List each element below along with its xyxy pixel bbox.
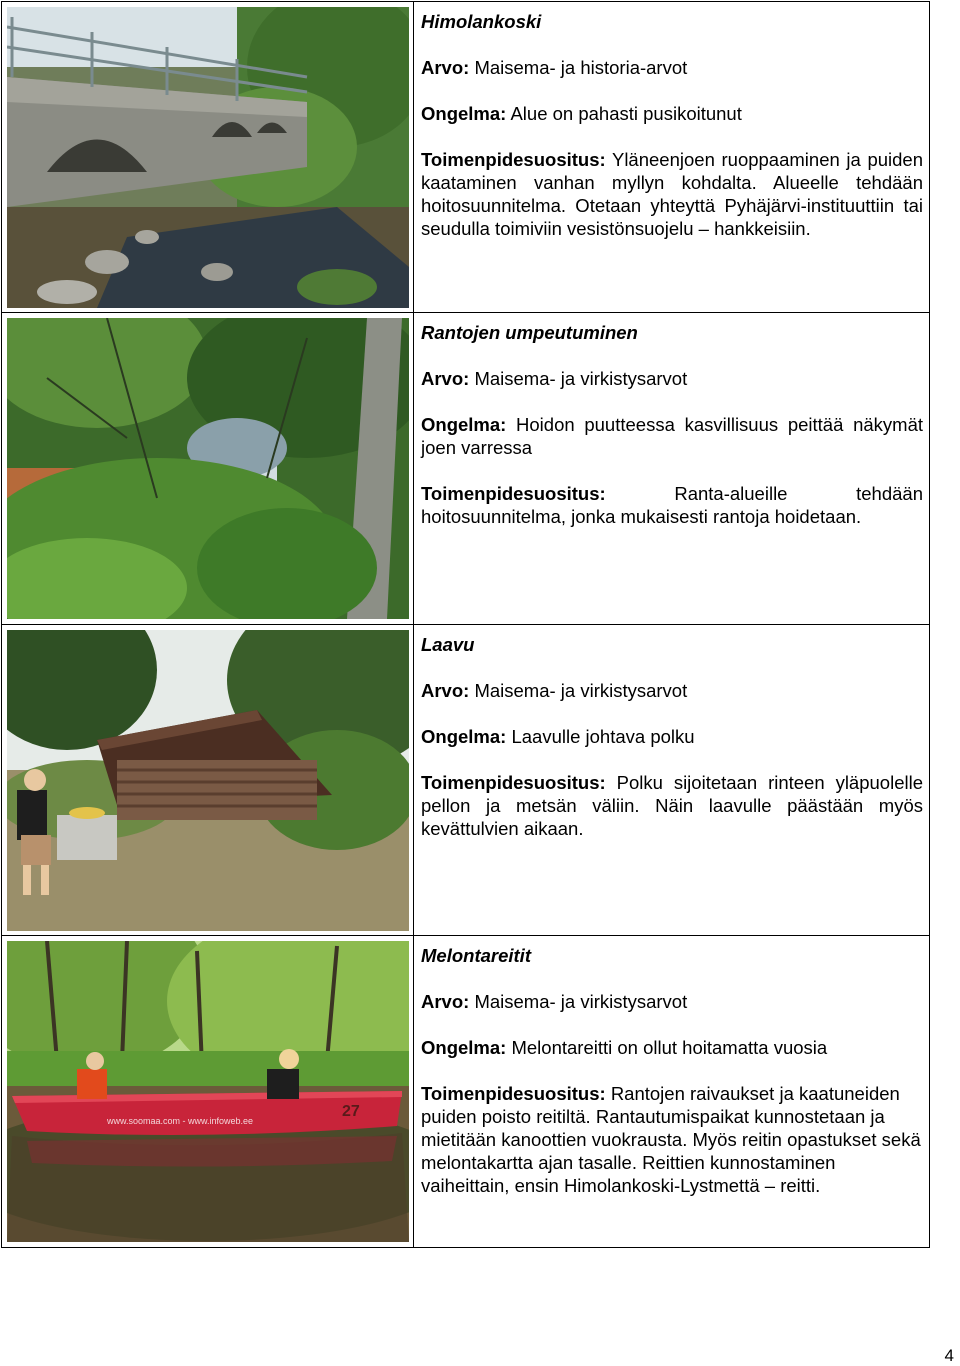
value-line <box>421 56 923 79</box>
canoe-number-text: 27 <box>342 1103 360 1120</box>
text-cell <box>414 625 930 936</box>
recommendation-line <box>421 771 923 840</box>
value-line <box>421 367 923 390</box>
problem-text: Melontareitti on ollut hoitamatta vuosia <box>511 1037 828 1058</box>
text-cell <box>414 936 930 1248</box>
recommendation-label: Toimenpidesuositus: <box>421 149 606 170</box>
photo-cell <box>2 2 414 313</box>
problem-line <box>421 1036 923 1059</box>
section-title: Himolankoski <box>421 11 542 32</box>
photo-cell <box>2 625 414 936</box>
overgrown-shore-photo <box>7 318 409 619</box>
problem-label: Ongelma: <box>421 414 507 435</box>
value-label: Arvo: <box>421 991 470 1012</box>
photo-cell <box>2 936 414 1248</box>
value-text: Maisema- ja virkistysarvot <box>474 368 688 389</box>
section-title: Laavu <box>421 634 475 655</box>
recommendation-label: Toimenpidesuositus: <box>421 772 606 793</box>
text-cell <box>414 313 930 625</box>
recommendation-text: Yläneenjoen ruoppaaminen ja puiden kaataminen vanhan myllyn kohdalta. Alueelle tehdään hoitosuunnitelma. Otetaan yhteyttä Pyhäjärvi-instituuttiin tai seudulla toimiviin vesistönsuojelu – hankkeisiin. <box>421 149 923 239</box>
section-title: Melontareitit <box>421 945 531 966</box>
problem-line <box>421 725 923 748</box>
value-text: Maisema- ja virkistysarvot <box>474 680 688 701</box>
page-number: 4 <box>944 1346 954 1365</box>
recommendation-label: Toimenpidesuositus: <box>421 1083 606 1104</box>
value-label: Arvo: <box>421 680 470 701</box>
section-row <box>2 936 930 1248</box>
problem-label: Ongelma: <box>421 103 507 124</box>
value-line <box>421 679 923 702</box>
canoe-photo <box>7 941 409 1242</box>
recommendation-label: Toimenpidesuositus: <box>421 483 606 504</box>
content-table <box>1 1 930 1248</box>
lean-to-shelter-photo <box>7 630 409 931</box>
problem-label: Ongelma: <box>421 726 507 747</box>
recommendation-text: Ranta-alueille tehdään hoitosuunnitelma, jonka mukaisesti rantoja hoidetaan. <box>421 483 924 527</box>
canoe-side-text: www.soomaa.com - www.infoweb.ee <box>107 1116 254 1126</box>
recommendation-text: Polku sijoitetaan rinteen yläpuolelle pellon ja metsän väliin. Näin laavulle päästään myös kevättulvien aikaan. <box>421 772 923 839</box>
problem-text: Alue on pahasti pusikoitunut <box>510 103 742 124</box>
problem-line <box>421 413 923 459</box>
value-text: Maisema- ja historia-arvot <box>474 57 688 78</box>
problem-text: Laavulle johtava polku <box>511 726 695 747</box>
section-row <box>2 2 930 313</box>
value-label: Arvo: <box>421 368 470 389</box>
problem-label: Ongelma: <box>421 1037 507 1058</box>
value-label: Arvo: <box>421 57 470 78</box>
recommendation-line <box>421 148 923 240</box>
value-text: Maisema- ja virkistysarvot <box>474 991 688 1012</box>
recommendation-line <box>421 1082 923 1197</box>
stone-bridge-photo <box>7 7 409 308</box>
photo-cell <box>2 313 414 625</box>
recommendation-text: Rantojen raivaukset ja kaatuneiden puiden poisto reitiltä. Rantautumispaikat kunnostetaan ja mietitään kanoottien vuokrausta. Myös reitin opastukset sekä melontakartta ajan tasalle. Reittien kunnostaminen vaiheittain, ensin Himolankoski-Lystmettä – reitti. <box>421 1083 921 1196</box>
section-title: Rantojen umpeutuminen <box>421 322 638 343</box>
value-line <box>421 990 923 1013</box>
recommendation-line <box>421 482 923 528</box>
section-row <box>2 313 930 625</box>
text-cell <box>414 2 930 313</box>
problem-text: Hoidon puutteessa kasvillisuus peittää näkymät joen varressa <box>421 414 923 458</box>
problem-line <box>421 102 923 125</box>
section-row <box>2 625 930 936</box>
